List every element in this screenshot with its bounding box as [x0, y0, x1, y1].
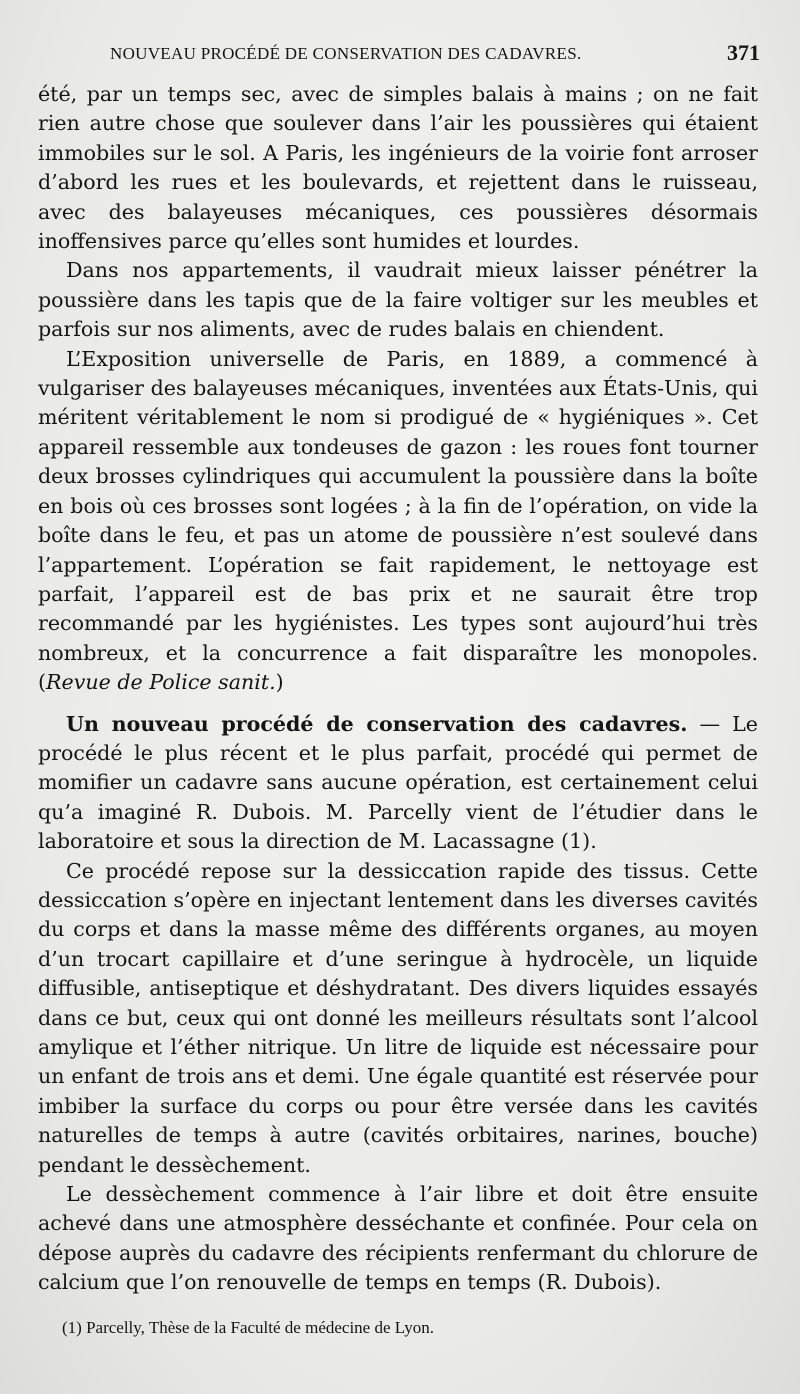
paragraph-5: Ce procédé repose sur la dessiccation rapide des tissus. Cette dessiccation s’opère en injectant lentement dans les diverses cavités du corps et dans la masse même des différents organes, au moyen d’un trocart capillaire et d’une seringue à hydrocèle, un liquide diffusible, antiseptique et déshydratant. Des divers liquides essayés dans ce but, ceux qui ont donné les meilleurs résultats sont l’alcool amylique et l’éther nitrique. Un litre de liquide est nécessaire pour un enfant de trois ans et demi. Une égale quantité est réservée pour imbiber la surface du corps ou pour être versée dans les cavités naturelles de temps à autre (cavités orbitaires, narines, bouche) pendant le dessèchement.: [38, 858, 758, 1177]
section-dash: —: [687, 711, 733, 736]
section-paragraph: [38, 710, 758, 857]
running-header: [110, 40, 760, 68]
paragraph-3-close: ): [275, 670, 284, 695]
paragraph-6: Le dessèchement commence à l’air libre et doit être ensuite achevé dans une atmosphère desséchante et confinée. Pour cela on dépose auprès du cadavre des récipients renfermant du chlorure de calcium que l’on renouvelle de temps en temps (R. Dubois).: [38, 1182, 758, 1295]
section-heading: Un nouveau procédé de conservation des cadavres.: [66, 711, 688, 736]
paragraph-2: Dans nos appartements, il vaudrait mieux laisser pénétrer la poussière dans les tapis que de la faire voltiger sur les meubles et parfois sur nos aliments, avec de rudes balais en chiendent.: [38, 258, 758, 342]
paragraph-4: Le procédé le plus récent et le plus parfait, procédé qui permet de momifier un cadavre sans aucune opération, est certainement celui qu’a imaginé R. Dubois. M. Parcelly vient de l’étudier dans le laboratoire et sous la direction de M. Lacassagne (1).: [38, 711, 758, 854]
paragraph-3: [38, 345, 758, 698]
footnote: (1) Parcelly, Thèse de la Faculté de médecine de Lyon.: [62, 1318, 434, 1337]
running-title: NOUVEAU PROCÉDÉ DE CONSERVATION DES CADAVRES.: [110, 44, 582, 63]
paragraph-3-text: L’Exposition universelle de Paris, en 1889, a commencé à vulgariser des balayeuses mécaniques, inventées aux États-Unis, qui méritent véritablement le nom si prodigué de « hygiéniques ». Cet appareil ressemble aux tondeuses de gazon : les roues font tourner deux brosses cylindriques qui accumulent la poussière dans la boîte en bois où ces brosses sont logées ; à la fin de l’opération, on vide la boîte dans le feu, et pas un atome de poussière n’est soulevé dans l’appartement. L’opération se fait rapidement, le nettoyage est parfait, l’appareil est de bas prix et ne saurait être trop recommandé par les hygiénistes. Les types sont aujourd’hui très nombreux, et la concurrence a fait disparaître les monopoles. (: [38, 346, 758, 695]
source-citation: Revue de Police sanit.: [46, 670, 276, 695]
page-number: 371: [727, 40, 760, 65]
paragraph-1: été, par un temps sec, avec de simples balais à mains ; on ne fait rien autre chose que soulever dans l’air les poussières qui étaient immobiles sur le sol. A Paris, les ingénieurs de la voirie font arroser d’abord les rues et les boulevards, et rejettent dans le ruisseau, avec des balayeuses mécaniques, ces poussières désormais inoffensives parce qu’elles sont humides et lourdes.: [38, 82, 758, 254]
body-text: [38, 80, 758, 1298]
